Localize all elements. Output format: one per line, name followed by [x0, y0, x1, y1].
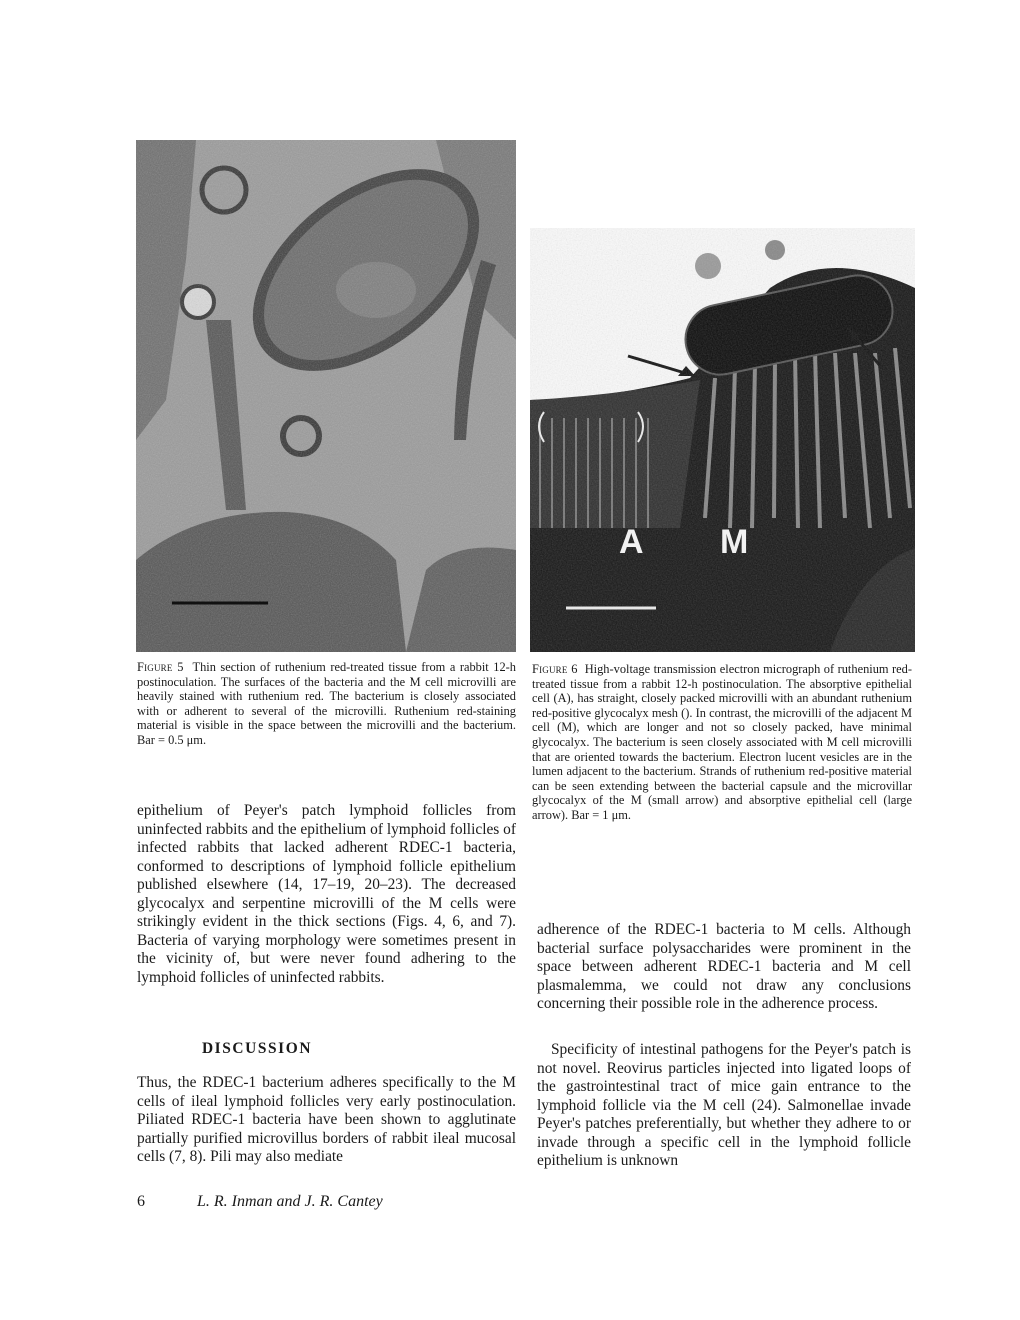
body-paragraph-right-1: adherence of the RDEC-1 bacteria to M cells. Although bacterial surface polysaccharides were prominent in the space between adherent RDEC-1 bacteria and M cell plasmalemma, we could not draw any conclusions concerning their possible role in the adherence process.	[537, 921, 911, 1012]
page-number: 6	[137, 1193, 145, 1210]
figure-5-label: Figure 5	[137, 660, 184, 674]
body-paragraph-discussion: Thus, the RDEC-1 bacterium adheres specifically to the M cells of ileal lymphoid follicles very early postinoculation. Piliated RDEC-1 bacteria have been shown to agglutinate partially purified microvillus borders of rabbit ileal mucosal cells (7, 8). Pili may also mediate	[137, 1074, 516, 1165]
label-m-cell: M	[720, 523, 749, 561]
section-heading-discussion: DISCUSSION	[201, 1040, 313, 1057]
body-paragraph-right-2: Specificity of intestinal pathogens for the Peyer's patch is not novel. Reovirus particles injected into ligated loops of the gastrointestinal tract of mice gain entrance to the lymphoid follicle via the M cell (24). Salmonellae invade Peyer's patches preferentially, but whether they adhere to or invade through a specific cell in the lymphoid follicle epithelium is unknown	[537, 1041, 911, 1169]
figure-5-caption	[137, 660, 516, 748]
figure-6-label: Figure 6	[532, 662, 578, 676]
figure-5-caption-text: Thin section of ruthenium red-treated tissue from a rabbit 12-h postinoculation. The surfaces of the bacteria and the M cell microvilli are heavily stained with ruthenium red. The bacterium is closely associated with or adherent to several of the microvilli. Ruthenium red-staining material is visible in the space between the microvilli and the bacterium. Bar = 0.5 μm.	[137, 660, 516, 747]
figure-6-micrograph	[530, 228, 915, 652]
figure-5-micrograph	[136, 140, 516, 652]
figure-6-image	[530, 228, 915, 652]
body-paragraph-left: epithelium of Peyer's patch lymphoid follicles from uninfected rabbits and the epithelium of lymphoid follicles of infected rabbits that lacked adherent RDEC-1 bacteria, conformed to descriptions of lymphoid follicle epithelium published elsewhere (14, 17–19, 20–23). The decreased glycocalyx and serpentine microvilli of the M cells were strikingly evident in the thick sections (Figs. 4, 6, and 7). Bacteria of varying morphology were sometimes present in the vicinity of, but were never found adhering to the lymphoid follicles of uninfected rabbits.	[137, 802, 516, 986]
figure-5-image	[136, 140, 516, 652]
label-absorptive-cell: A	[619, 523, 644, 561]
figure-6-caption-text: High-voltage transmission electron micrograph of ruthenium red-treated tissue from a rabbit 12-h postinoculation. The absorptive epithelial cell (A), has straight, closely packed microvilli with an abundant ruthenium red-positive glycocalyx mesh (). In contrast, the microvilli of the adjacent M cell (M), which are longer and not so closely packed, have minimal glycocalyx. The bacterium is seen closely associated with M cell microvilli that are oriented towards the bacterium. Electron lucent vesicles are in the lumen adjacent to the bacterium. Strands of ruthenium red-positive material can be seen extending between the bacterial capsule and the microvillar glycocalyx of the M (small arrow) and absorptive epithelial cell (large arrow). Bar = 1 μm.	[532, 662, 912, 822]
figure-6-caption	[532, 662, 912, 823]
running-author: L. R. Inman and J. R. Cantey	[197, 1193, 383, 1210]
